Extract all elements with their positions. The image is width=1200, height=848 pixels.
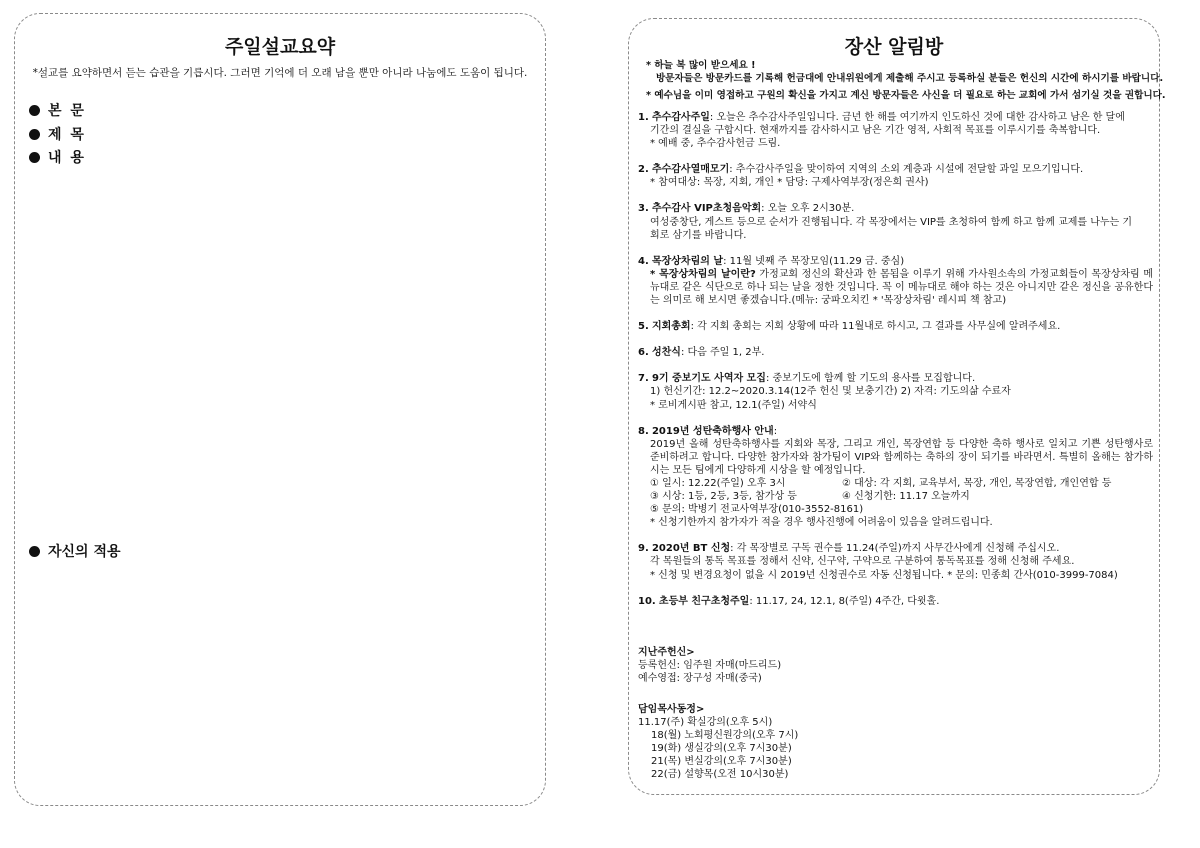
pastor-schedule-section: 담임목사동정> 11.17(주) 확실강의(오후 5시) 18(월) 노회평신원강의(오후 7시) 19(화) 생실강의(오후 7시30분) 21(목) 변실강의(오후 7시30분) 22(금) 설향목(오전 10시30분): [638, 704, 799, 780]
announcement-item: 5. 지회총회: 각 지회 총회는 지회 상황에 따라 11월내로 하시고, 그 결과를 사무실에 알려주세요.: [638, 321, 1061, 333]
announcement-item: 4. 목장상차림의 날: 11월 넷째 주 목장모임(11.29 금. 중심) * 목장상차림의 날이란? 가정교회 정신의 확산과 한 몸됨을 이루기 위해 가사원소속의 가정교회들이 목장상차림 메뉴대로 같은 식단으로 하나 되는 날을 정한 것입니다. 꼭 이 메뉴대로 해야 하는 것은 아니지만 같은 정신을 공유한다는 의미로 해 보시면 좋겠습니다.(메뉴: 궁파오치킨 * '목장상차림' 레시피 책 참고): [638, 255, 1153, 307]
notice-believers: * 예수님을 이미 영접하고 구원의 확신을 가지고 계신 방문자들은 사신을 더 필요로 하는 교회에 가서 섬기실 것을 권합니다.: [646, 90, 1166, 101]
announcement-list: [638, 111, 1153, 621]
announcement-item: 8. 2019년 성탄축하행사 안내: 2019년 올해 성탄축하행사를 지회와 목장, 그리고 개인, 목장연합 등 다양한 축하 행사로 일치고 기쁜 성탄행사로 준비하려고 합니다. 다양한 참가자와 참가팀이 VIP와 함께하는 축하의 장이 되기를 바라면서. 특별히 올해는 참가하시는 모든 팀에게 다양하게 시상을 할 예정입니다. ① 일시: 12.22(주일) 오후 3시 ② 대상: 각 지회, 교육부서, 목장, 개인, 목장연합, 개인연합 등 ③ 시상: 1등, 2등, 3등, 참가상 등 ④ 신청기한: 11.17 오늘까지 ⑤ 문의: 박병기 전교사역부장(010-3552-8161) * 신청기한까지 참가자가 적을 경우 행사진행에 어려움이 있음을 알려드립니다.: [638, 425, 1153, 529]
section-content: 내 용: [29, 147, 86, 167]
section-application: 자신의 적용: [29, 541, 121, 561]
bullet-icon: [29, 152, 40, 163]
sermon-summary-panel: [14, 13, 546, 806]
announcements-panel: [628, 18, 1166, 795]
sermon-summary-instruction: *설교를 요약하면서 듣는 습관을 기릅시다. 그러면 기억에 더 오래 남을 뿐만 아니라 나눔에도 도움이 됩니다.: [32, 67, 528, 79]
announcement-item: 9. 2020년 BT 신청: 각 목장별로 구독 권수를 11.24(주일)까지 사무간사에게 신청해 주십시오. 각 목원들의 통독 목표를 정해서 신약, 신구약, 구약으로 구분하여 통독목표를 정해 신청해 주세요. * 신청 및 변경요청이 없을 시 2019년 신청권수로 자동 신청됩니다. * 문의: 민종희 간사(010-3999-7084): [638, 543, 1118, 581]
announcement-item: 10. 초등부 친구초청주일: 11.17, 24, 12.1, 8(주일) 4주간, 다윗홀.: [638, 595, 940, 607]
announcement-item: 1. 추수감사주일: 오늘은 추수감사주일입니다. 금년 한 해를 여기까지 인도하신 것에 대한 감사하고 남은 한 달에 기간의 결실을 구합시다. 현재까지를 감사하시고 남은 기간 영적, 사회적 목표를 이루시기를 축복합니다. * 예배 중, 추수감사헌금 드림.: [638, 112, 1125, 150]
section-sermon-title: 제 목: [29, 124, 86, 144]
announcement-item: 2. 추수감사열매모기: 추수감사주일을 맞이하여 지역의 소외 계층과 시설에 전달할 과일 모으기입니다. * 참여대상: 목장, 지회, 개인 * 담당: 구제사역부장(정은희 권사): [638, 164, 1084, 189]
offering-section: 지난주헌신> 등록헌신: 임주원 자매(마드리드) 예수영접: 장구성 자매(중국): [638, 647, 782, 684]
announcement-item: 7. 9기 중보기도 사역자 모집: 중보기도에 함께 할 기도의 용사를 모집합니다. 1) 헌신기간: 12.2~2020.3.14(12주 헌신 및 보충기간) 2) 자격: 기도의삶 수료자 * 로비게시판 참고, 12.1(주일) 서약식: [638, 373, 1011, 411]
announcements-title: 장산 알림방: [844, 36, 944, 58]
bullet-icon: [29, 105, 40, 116]
notice-visitors: * 하늘 복 많이 받으세요 ! 방문자들은 방문카드를 기록해 헌금대에 안내위원에게 제출해 주시고 등록하실 분들은 헌신의 시간에 하시기를 바랍니다.: [646, 60, 1164, 84]
bullet-icon: [29, 546, 40, 557]
announcement-item: 3. 추수감사 VIP초청음악회: 오늘 오후 2시30분. 여성중창단, 게스트 등으로 순서가 진행됩니다. 각 목장에서는 VIP를 초청하여 함께 하고 함께 교제를 나누는 기 회로 삼기를 바랍니다.: [638, 203, 1133, 241]
bullet-icon: [29, 129, 40, 140]
sermon-summary-title: 주일설교요약: [224, 36, 336, 58]
announcement-item: 6. 성찬식: 다음 주일 1, 2부.: [638, 347, 765, 359]
section-passage: 본 문: [29, 100, 86, 120]
